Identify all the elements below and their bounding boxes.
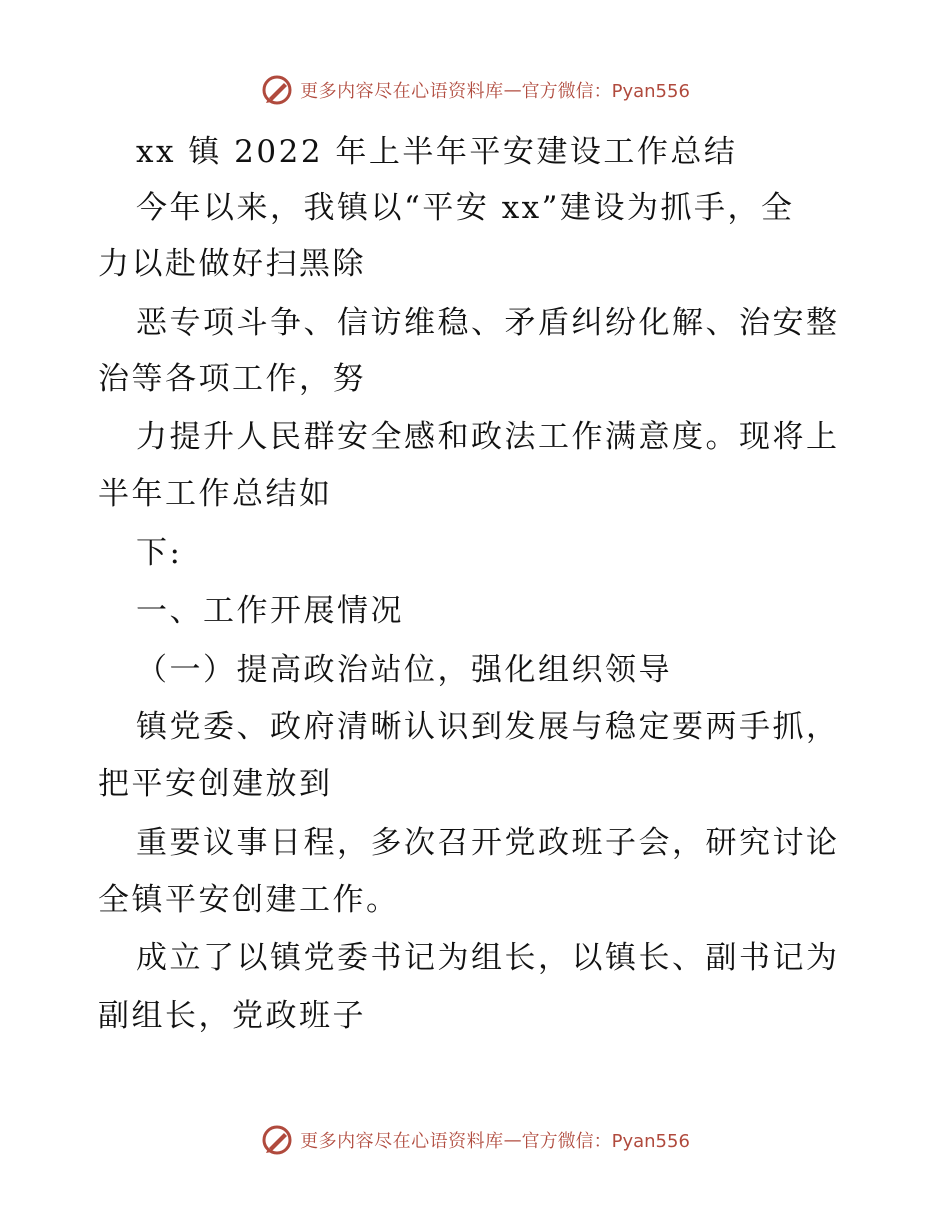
paragraph-line: 今年以来，我镇以“平安 xx”建设为抓手，全 bbox=[136, 190, 795, 226]
subsection-heading: （一）提高政治站位，强化组织领导 bbox=[136, 652, 672, 688]
watermark-slogan: 更多内容尽在心语资料库 bbox=[300, 1131, 504, 1152]
section-heading: 一、工作开展情况 bbox=[136, 593, 404, 629]
paragraph-line: 恶专项斗争、信访维稳、矛盾纠纷化解、治安整 bbox=[136, 305, 840, 341]
paragraph-line: 成立了以镇党委书记为组长，以镇长、副书记为 bbox=[136, 940, 840, 976]
watermark-banner-top bbox=[0, 70, 950, 110]
paragraph-line: 全镇平安创建工作。 bbox=[98, 882, 400, 918]
watermark-slogan: 更多内容尽在心语资料库 bbox=[300, 81, 504, 102]
paragraph-line: 力提升人民群安全感和政法工作满意度。现将上 bbox=[136, 419, 840, 455]
pen-nib-circle-icon bbox=[260, 1123, 294, 1157]
pen-nib-circle-icon bbox=[260, 73, 294, 107]
watermark-dash: — bbox=[503, 79, 522, 101]
paragraph-line: 副组长，党政班子 bbox=[98, 998, 366, 1034]
paragraph-line: 半年工作总结如 bbox=[98, 476, 333, 512]
watermark-banner-bottom bbox=[0, 1120, 950, 1160]
paragraph-line: 力以赴做好扫黑除 bbox=[98, 246, 366, 282]
paragraph-line: 把平安创建放到 bbox=[98, 766, 333, 802]
paragraph-line: 下: bbox=[136, 535, 183, 571]
paragraph-line: 治等各项工作，努 bbox=[98, 361, 366, 397]
document-title: xx 镇 2022 年上半年平安建设工作总结 bbox=[136, 134, 738, 170]
watermark-contact: 官方微信：Pyan556 bbox=[521, 81, 690, 102]
watermark-contact: 官方微信：Pyan556 bbox=[521, 1131, 690, 1152]
paragraph-line: 重要议事日程，多次召开党政班子会，研究讨论 bbox=[136, 825, 840, 861]
watermark-dash: — bbox=[503, 1129, 522, 1151]
paragraph-line: 镇党委、政府清晰认识到发展与稳定要两手抓， bbox=[136, 709, 840, 745]
